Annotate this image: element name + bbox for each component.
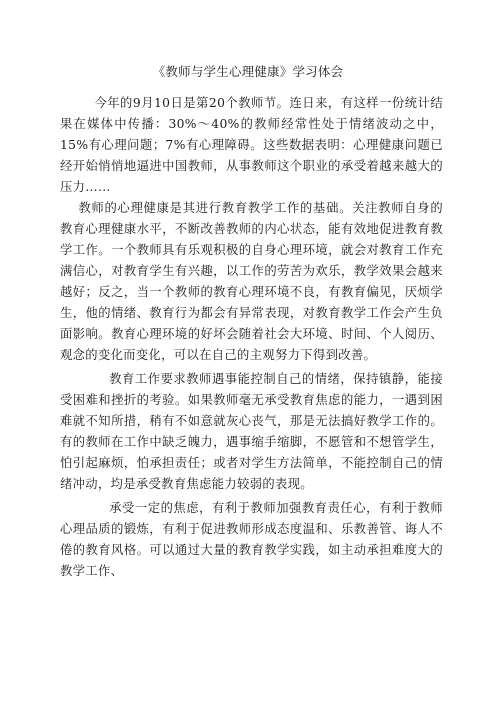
paragraph-teachers-day-statistics: 今年的9月10日是第20个教师节。连日来，有这样一份统计结果在媒体中传播：30%～40%的教师经常性处于情绪波动之中，15%有心理问题；7%有心理障碍。这些数据表明：心理健康问题已经开始悄悄地逼进中国教师，从事教师这个职业的承受着越来越大的压力…… <box>60 96 443 194</box>
paragraph-bearing-anxiety: 承受一定的焦虑，有利于教师加强教育责任心，有利于教师心理品质的锻炼，有利于促进教师形成态度温和、乐教善管、诲人不倦的教育风格。可以通过大量的教育教学实践，如主动承担难度大的教学工作、 <box>60 501 443 578</box>
document-title: 《教师与学生心理健康》学习体会 <box>152 64 344 79</box>
paragraph-emotional-control: 教育工作要求教师遇事能控制自己的情绪，保持镇静，能接受困难和挫折的考验。如果教师毫无承受教育焦虑的能力，一遇到困难就不知所措，稍有不如意就灰心丧气，那是无法搞好教学工作的。有的教师在工作中缺乏魄力，遇事缩手缩脚，不愿管和不想管学生，怕引起麻烦，怕承担责任；或者对学生方法简单，不能控制自己的情绪冲动，均是承受教育焦虑能力较弱的表现。 <box>60 372 443 491</box>
paragraph-mental-health-foundation: 教师的心理健康是其进行教育教学工作的基础。关注教师自身的教育心理健康水平，不断改善教师的内心状态，能有效地促进教育教学工作。一个教师具有乐观积极的自身心理环境，就会对教育工作充满信心，对教育学生有兴趣，以工作的劳苦为欢乐，教学效果会越来越好；反之，当一个教师的教育心理环境不良，有教育偏见，厌烦学生，他的情绪、教育行为都会有异常表现，对教育教学工作会产生负面影响。教育心理环境的好坏会随着社会大环境、时间、个人阅历、观念的变化而变化，可以在自己的主观努力下得到改善。 <box>60 201 443 362</box>
document-body <box>60 93 443 582</box>
